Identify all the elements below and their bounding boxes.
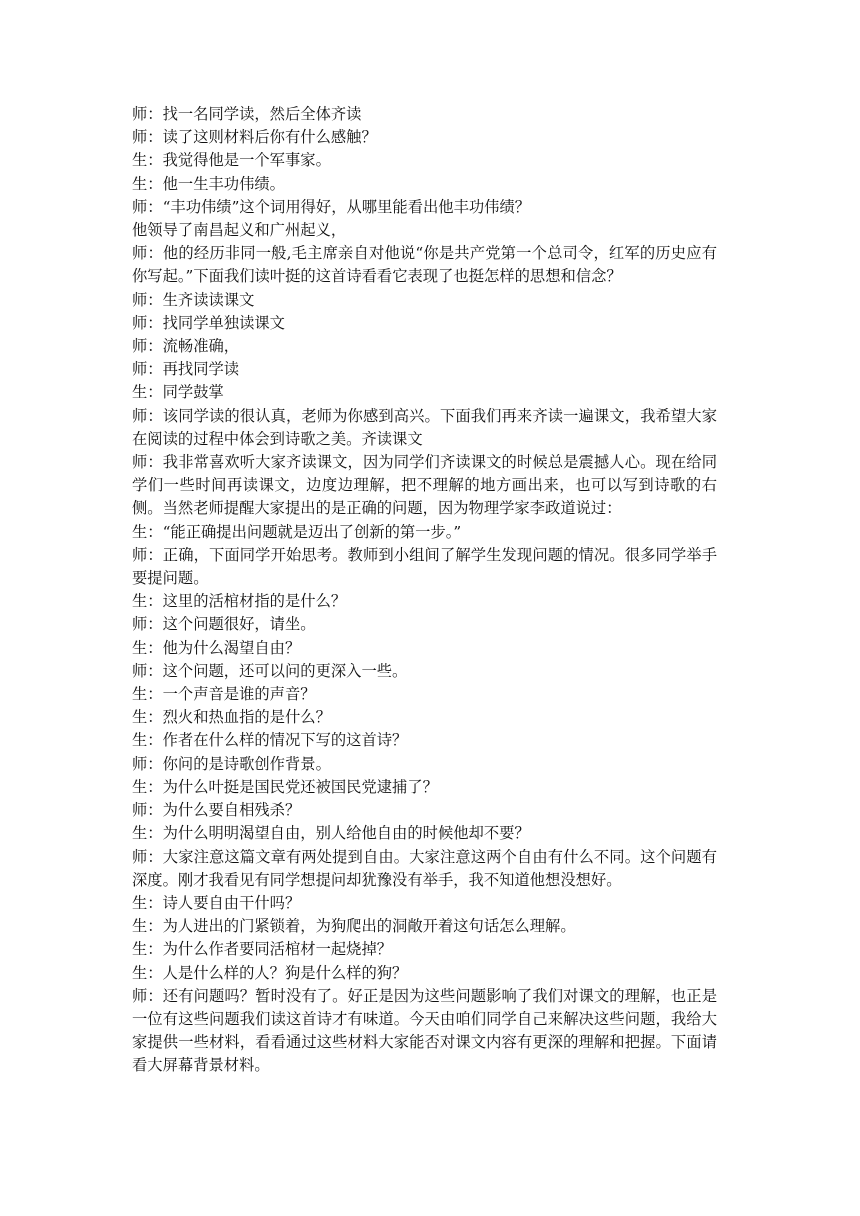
dialogue-line: 生：为什么明明渴望自由，别人给他自由的时候他却不要？ — [132, 824, 530, 843]
dialogue-line: 师：生齐读读课文 — [132, 290, 255, 309]
dialogue-line: 师：这个问题很好，请坐。 — [132, 615, 316, 634]
dialogue-line: 师：再找同学读 — [132, 360, 240, 379]
dialogue-line: 师：为什么要自相残杀？ — [132, 801, 301, 820]
dialogue-line: 生：诗人要自由干什吗？ — [132, 893, 301, 912]
dialogue-line: 师：他的经历非同一般,毛主席亲自对他说“你是共产党第一个总司令，红军的历史应有你写起。”下面我们读叶挺的这首诗看看它表现了也挺怎样的思想和信念？ — [132, 244, 717, 286]
dialogue-line: 师：正确，下面同学开始思考。教师到小组间了解学生发现问题的情况。很多同学举手要提问题。 — [132, 545, 717, 588]
dialogue-line: 师：找一名同学读，然后全体齐读 — [132, 105, 362, 123]
document-body — [132, 103, 717, 1078]
dialogue-line: 师：找同学单独读课文 — [132, 313, 285, 332]
dialogue-line: 他领导了南昌起义和广州起义， — [132, 221, 347, 240]
dialogue-line: 师：你问的是诗歌创作背景。 — [132, 754, 331, 773]
dialogue-line: 生：一个声音是谁的声音？ — [132, 685, 316, 704]
dialogue-line: 师：该同学读的很认真，老师为你感到高兴。下面我们再来齐读一遍课文，我希望大家在阅读的过程中体会到诗歌之美。齐读课文 — [132, 406, 717, 448]
dialogue-line: 生：这里的活棺材指的是什么？ — [132, 592, 347, 611]
dialogue-line: 生：“能正确提出问题就是迈出了创新的第一步。” — [132, 522, 462, 541]
dialogue-line: 生：人是什么样的人？狗是什么样的狗？ — [132, 963, 408, 982]
dialogue-line: 生：我觉得他是一个军事家。 — [132, 151, 331, 170]
dialogue-line: 师：大家注意这篇文章有两处提到自由。大家注意这两个自由有什么不同。这个问题有深度。刚才我看见有同学想提问却犹豫没有举手，我不知道他想没想好。 — [132, 847, 717, 889]
dialogue-line: 生：他为什么渴望自由？ — [132, 638, 301, 657]
dialogue-line: 师：读了这则材料后你有什么感触？ — [132, 128, 377, 147]
dialogue-line: 师：这个问题，还可以问的更深入一些。 — [132, 661, 408, 680]
dialogue-line: 师：“丰功伟绩”这个词用得好，从哪里能看出他丰功伟绩？ — [132, 197, 531, 216]
dialogue-line: 生：同学鼓掌 — [132, 383, 224, 402]
dialogue-line: 生：烈火和热血指的是什么？ — [132, 708, 331, 727]
dialogue-line: 师：流畅准确， — [132, 337, 240, 356]
dialogue-line: 生：为什么叶挺是国民党还被国民党逮捕了？ — [132, 777, 438, 796]
dialogue-line: 生：为什么作者要同活棺材一起烧掉？ — [132, 940, 393, 959]
dialogue-line: 生：他一生丰功伟绩。 — [132, 174, 285, 193]
dialogue-line: 师：我非常喜欢听大家齐读课文，因为同学们齐读课文的时候总是震撼人心。现在给同学们一些时间再读课文，边度边理解，把不理解的地方画出来，也可以写到诗歌的右侧。当然老师提醒大家提出的是正确的问题，因为物理学家李政道说过： — [132, 453, 717, 518]
dialogue-line: 生：作者在什么样的情况下写的这首诗？ — [132, 731, 408, 750]
dialogue-line: 师：还有问题吗？暂时没有了。好正是因为这些问题影响了我们对课文的理解，也正是一位有这些问题我们读这首诗才有味道。今天由咱们同学自己来解决这些问题，我给大家提供一些材料，看看通过这些材料大家能否对课文内容有更深的理解和把握。下面请看大屏幕背景材料。 — [132, 986, 717, 1075]
dialogue-line: 生：为人进出的门紧锁着，为狗爬出的洞敞开着这句话怎么理解。 — [132, 917, 576, 936]
